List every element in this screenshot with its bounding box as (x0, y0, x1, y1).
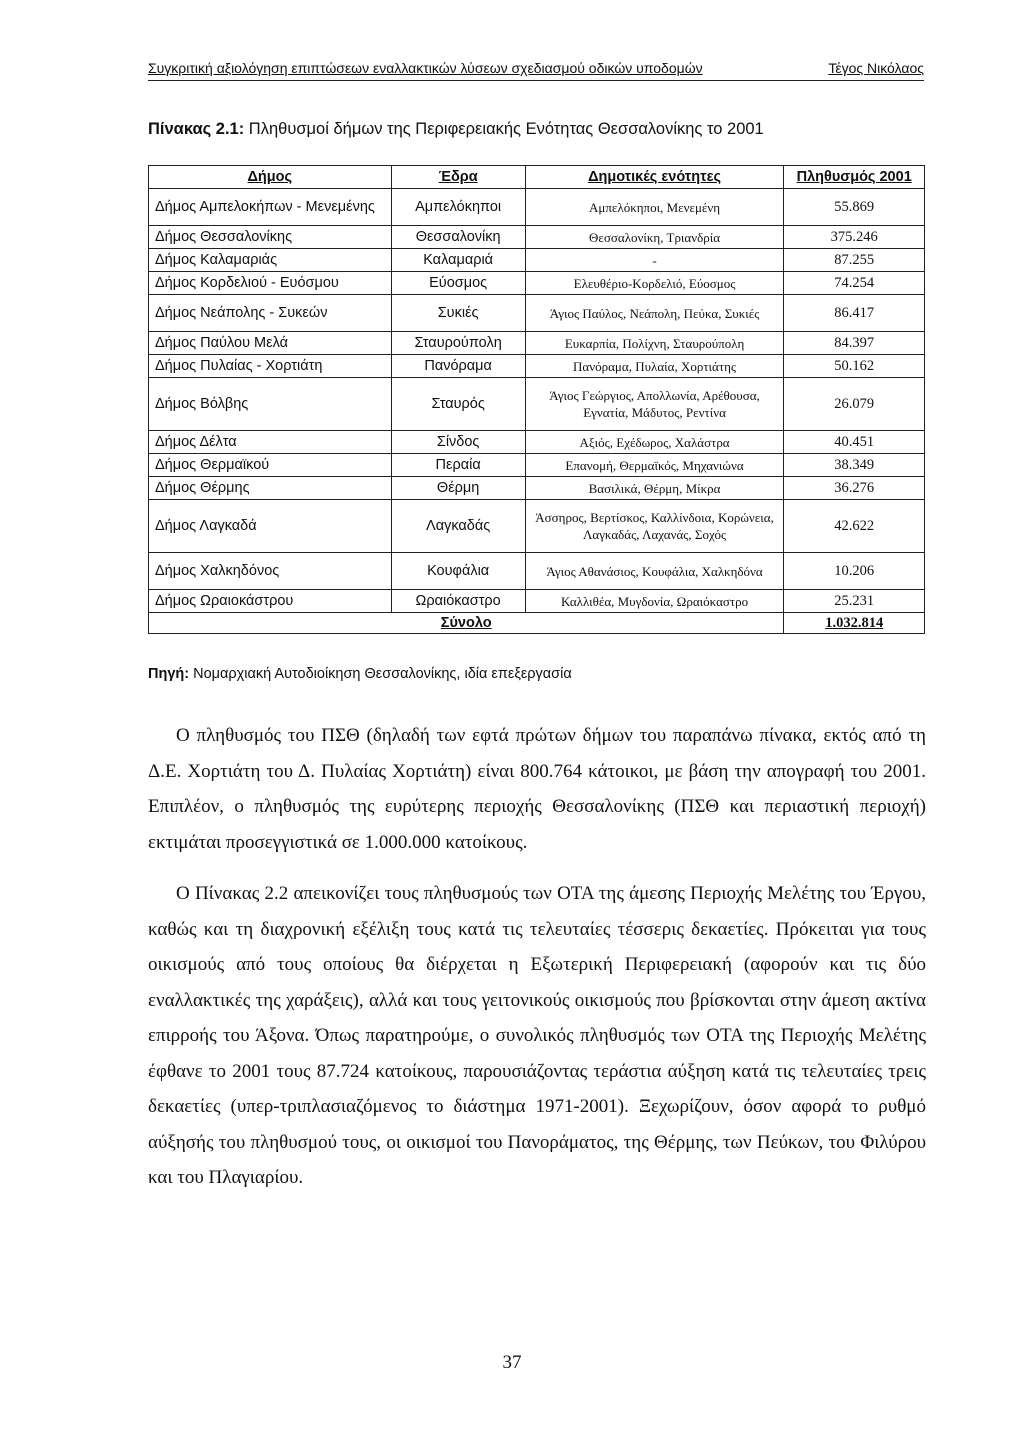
caption-text: Πληθυσμοί δήμων της Περιφερειακής Ενότητας Θεσσαλονίκης το 2001 (244, 120, 764, 138)
cell-plithysmos: 25.231 (784, 590, 925, 613)
total-label: Σύνολο (149, 613, 784, 634)
cell-plithysmos: 55.869 (784, 189, 925, 226)
population-table (148, 165, 925, 634)
table-row (149, 332, 925, 355)
table-row (149, 226, 925, 249)
cell-edra: Πανόραμα (391, 355, 525, 378)
cell-plithysmos: 38.349 (784, 454, 925, 477)
cell-dimos: Δήμος Θερμαϊκού (149, 454, 392, 477)
cell-edra: Καλαμαριά (391, 249, 525, 272)
cell-enotites: Ευκαρπία, Πολίχνη, Σταυρούπολη (525, 332, 784, 355)
cell-enotites: Άσσηρος, Βερτίσκος, Καλλίνδοια, Κορώνεια, Λαγκαδάς, Λαχανάς, Σοχός (525, 500, 784, 553)
cell-dimos: Δήμος Θεσσαλονίκης (149, 226, 392, 249)
cell-plithysmos: 74.254 (784, 272, 925, 295)
cell-enotites: - (525, 249, 784, 272)
cell-plithysmos: 375.246 (784, 226, 925, 249)
cell-enotites: Αμπελόκηποι, Μενεμένη (525, 189, 784, 226)
cell-enotites: Θεσσαλονίκη, Τριανδρία (525, 226, 784, 249)
cell-edra: Θέρμη (391, 477, 525, 500)
page-number: 37 (502, 1352, 522, 1373)
cell-dimos: Δήμος Ωραιοκάστρου (149, 590, 392, 613)
cell-edra: Εύοσμος (391, 272, 525, 295)
col-header-plithysmos: Πληθυσμός 2001 (784, 166, 925, 189)
cell-dimos: Δήμος Χαλκηδόνος (149, 553, 392, 590)
col-header-dimos: Δήμος (149, 166, 392, 189)
cell-plithysmos: 50.162 (784, 355, 925, 378)
cell-enotites: Άγιος Παύλος, Νεάπολη, Πεύκα, Συκιές (525, 295, 784, 332)
cell-dimos: Δήμος Βόλβης (149, 378, 392, 431)
cell-plithysmos: 10.206 (784, 553, 925, 590)
source-label: Πηγή: (148, 666, 190, 682)
table-header-row (149, 166, 925, 189)
cell-dimos: Δήμος Παύλου Μελά (149, 332, 392, 355)
cell-plithysmos: 86.417 (784, 295, 925, 332)
cell-edra: Σίνδος (391, 431, 525, 454)
table-row (149, 355, 925, 378)
cell-dimos: Δήμος Δέλτα (149, 431, 392, 454)
table-row (149, 553, 925, 590)
table-row (149, 500, 925, 553)
cell-plithysmos: 87.255 (784, 249, 925, 272)
cell-enotites: Ελευθέριο-Κορδελιό, Εύοσμος (525, 272, 784, 295)
table-row (149, 295, 925, 332)
cell-edra: Συκιές (391, 295, 525, 332)
cell-plithysmos: 40.451 (784, 431, 925, 454)
cell-edra: Περαία (391, 454, 525, 477)
cell-enotites: Άγιος Αθανάσιος, Κουφάλια, Χαλκηδόνα (525, 553, 784, 590)
table-row (149, 590, 925, 613)
cell-dimos: Δήμος Θέρμης (149, 477, 392, 500)
table-row (149, 272, 925, 295)
table-row (149, 378, 925, 431)
header-author: Τέγος Νικόλαος (828, 60, 924, 76)
cell-dimos: Δήμος Λαγκαδά (149, 500, 392, 553)
running-header (148, 58, 924, 81)
cell-plithysmos: 84.397 (784, 332, 925, 355)
table-row (149, 454, 925, 477)
cell-dimos: Δήμος Αμπελοκήπων - Μενεμένης (149, 189, 392, 226)
cell-edra: Θεσσαλονίκη (391, 226, 525, 249)
cell-enotites: Αξιός, Εχέδωρος, Χαλάστρα (525, 431, 784, 454)
paragraph: Ο Πίνακας 2.2 απεικονίζει τους πληθυσμούς των ΟΤΑ της άμεσης Περιοχής Μελέτης του Έργου, καθώς και τη διαχρονική εξέλιξη τους κατά τις τελευταίες τέσσερις δεκαετίες. Πρόκειται για τους οικισμούς από τους οποίους θα διέρχεται η Εξωτερική Περιφερειακή (αφορούν και τις δύο εναλλακτικές της χαράξεις), αλλά και τους γειτονικούς οικισμούς που βρίσκονται στην άμεση ακτίνα επιρροής του Άξονα. Όπως παρατηρούμε, ο συνολικός πληθυσμός των ΟΤΑ της Περιοχής Μελέτης έφθανε το 2001 τους 87.724 κατοίκους, παρουσιάζοντας τεράστια αύξηση κατά τις τελευταίες τρεις δεκαετίες (υπερ-τριπλασιαζόμενος το διάστημα 1971-2001). Ξεχωρίζουν, όσον αφορά το ρυθμό αύξησής του πληθυσμού τους, οι οικισμοί του Πανοράματος, της Θέρμης, των Πεύκων, του Φιλύρου και του Πλαγιαρίου. (148, 883, 926, 1188)
table-total-row (149, 613, 925, 634)
source-text: Νομαρχιακή Αυτοδιοίκηση Θεσσαλονίκης, ιδία επεξεργασία (189, 666, 572, 682)
header-title: Συγκριτική αξιολόγηση επιπτώσεων εναλλακτικών λύσεων σχεδιασμού οδικών υποδομών (148, 60, 703, 76)
cell-plithysmos: 42.622 (784, 500, 925, 553)
cell-edra: Αμπελόκηποι (391, 189, 525, 226)
cell-dimos: Δήμος Κορδελιού - Ευόσμου (149, 272, 392, 295)
cell-enotites: Άγιος Γεώργιος, Απολλωνία, Αρέθουσα, Εγνατία, Μάδυτος, Ρεντίνα (525, 378, 784, 431)
cell-enotites: Καλλιθέα, Μυγδονία, Ωραιόκαστρο (525, 590, 784, 613)
table-row (149, 189, 925, 226)
table-row (149, 431, 925, 454)
cell-enotites: Βασιλικά, Θέρμη, Μίκρα (525, 477, 784, 500)
paragraph: Ο πληθυσμός του ΠΣΘ (δηλαδή των εφτά πρώτων δήμων του παραπάνω πίνακα, εκτός από τη Δ.Ε. Χορτιάτη του Δ. Πυλαίας Χορτιάτη) είναι 800.764 κάτοικοι, με βάση την απογραφή του 2001. Επιπλέον, ο πληθυσμός της ευρύτερης περιοχής Θεσσαλονίκης (ΠΣΘ και περιαστική περιοχή) εκτιμάται προσεγγιστικά σε 1.000.000 κατοίκους. (148, 725, 926, 853)
cell-dimos: Δήμος Νεάπολης - Συκεών (149, 295, 392, 332)
cell-enotites: Πανόραμα, Πυλαία, Χορτιάτης (525, 355, 784, 378)
body-text (148, 718, 926, 1196)
cell-enotites: Επανομή, Θερμαϊκός, Μηχανιώνα (525, 454, 784, 477)
cell-edra: Ωραιόκαστρο (391, 590, 525, 613)
cell-plithysmos: 36.276 (784, 477, 925, 500)
cell-edra: Κουφάλια (391, 553, 525, 590)
cell-dimos: Δήμος Πυλαίας - Χορτιάτη (149, 355, 392, 378)
caption-label: Πίνακας 2.1: (148, 120, 245, 138)
col-header-edra: Έδρα (391, 166, 525, 189)
table-row (149, 249, 925, 272)
total-value: 1.032.814 (784, 613, 925, 634)
cell-plithysmos: 26.079 (784, 378, 925, 431)
cell-edra: Λαγκαδάς (391, 500, 525, 553)
table-source (148, 666, 572, 682)
cell-edra: Σταυρός (391, 378, 525, 431)
col-header-enotites: Δημοτικές ενότητες (525, 166, 784, 189)
table-row (149, 477, 925, 500)
cell-dimos: Δήμος Καλαμαριάς (149, 249, 392, 272)
table-caption (148, 120, 764, 139)
cell-edra: Σταυρούπολη (391, 332, 525, 355)
